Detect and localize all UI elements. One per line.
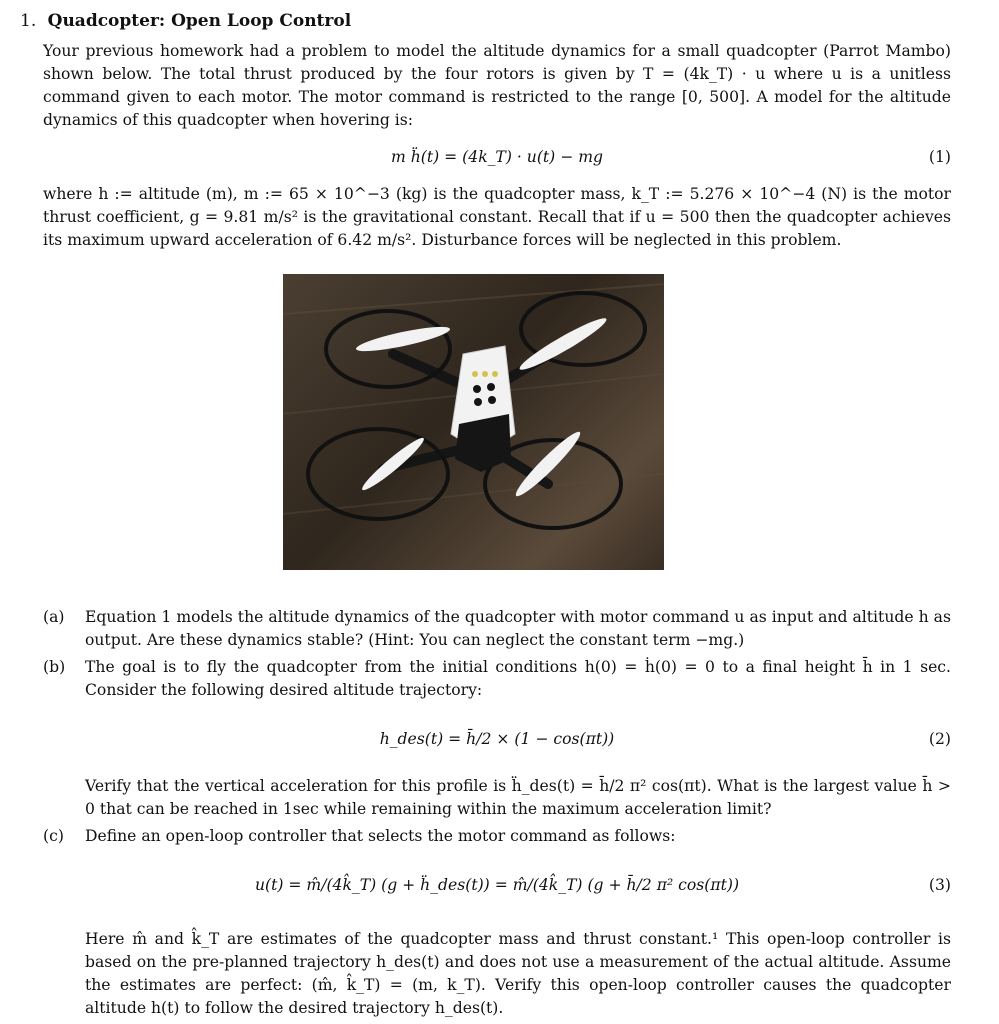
equation-2-body: h_des(t) = h̄/2 × (1 − cos(πt)) (379, 730, 615, 748)
quadcopter-illustration (283, 274, 664, 570)
part-c (43, 825, 951, 848)
part-b-text-2: Verify that the vertical acceleration for this profile is ḧ_des(t) = h̄/2 π² cos(πt). What is the largest value h̄ > 0 that can be reached in 1sec while remaining within the maximum acceleration limit? (85, 777, 951, 818)
equation-1 (43, 146, 951, 176)
problem-number: 1. (20, 11, 37, 31)
problem-title: Quadcopter: Open Loop Control (47, 11, 352, 31)
part-a-label: (a) (43, 608, 65, 626)
part-a (43, 606, 951, 652)
equation-3-tag: (3) (928, 876, 951, 894)
part-b-continued (43, 775, 951, 821)
equation-1-tag: (1) (928, 148, 951, 166)
part-c-text-2: Here m̂ and k̂_T are estimates of the quadcopter mass and thrust constant.¹ This open-loop controller is based on the pre-planned trajectory h_des(t) and does not use a measurement of the actual altitude. Assume the estimates are perfect: (m̂, k̂_T) = (m, k_T). Verify this open-loop controller causes the quadcopter altitude h(t) to follow the desired trajectory h_des(t). (85, 930, 951, 1017)
quadcopter-photo (283, 274, 664, 570)
equation-2 (43, 728, 951, 758)
equation-1-body: m ḧ(t) = (4k_T) · u(t) − mg (390, 148, 604, 166)
problem-heading (20, 10, 351, 33)
equation-2-tag: (2) (928, 730, 951, 748)
part-a-text: Equation 1 models the altitude dynamics of the quadcopter with motor command u as input and altitude h as output. Are these dynamics stable? (Hint: You can neglect the constant term −mg.) (85, 608, 951, 649)
part-b-label: (b) (43, 658, 66, 676)
part-b (43, 656, 951, 702)
intro-paragraph-2: where h := altitude (m), m := 65 × 10^−3 (kg) is the quadcopter mass, k_T := 5.276 × 10^−4 (N) is the motor thrust coefficient, g = 9.81 m/s² is the gravitational constant. Recall that if u = 500 then the quadcopter achieves its maximum upward acceleration of 6.42 m/s². Disturbance forces will be neglected in this problem. (43, 185, 951, 249)
part-c-text-1: Define an open-loop controller that selects the motor command as follows: (85, 827, 676, 845)
part-c-continued (43, 928, 951, 1020)
equation-3 (43, 874, 951, 904)
equation-3-body: u(t) = m̂/(4k̂_T) (g + ḧ_des(t)) = m̂/(4k̂_T) (g + h̄/2 π² cos(πt)) (254, 876, 740, 894)
part-c-label: (c) (43, 827, 64, 845)
part-b-text-1: The goal is to fly the quadcopter from the initial conditions h(0) = ḣ(0) = 0 to a final height h̄ in 1 sec. Consider the following desired altitude trajectory: (85, 658, 951, 699)
intro-paragraph-1: Your previous homework had a problem to model the altitude dynamics for a small quadcopter (Parrot Mambo) shown below. The total thrust produced by the four rotors is given by T = (4k_T) · u where u is a unitless command given to each motor. The motor command is restricted to the range [0, 500]. A model for the altitude dynamics of this quadcopter when hovering is: (43, 42, 951, 129)
